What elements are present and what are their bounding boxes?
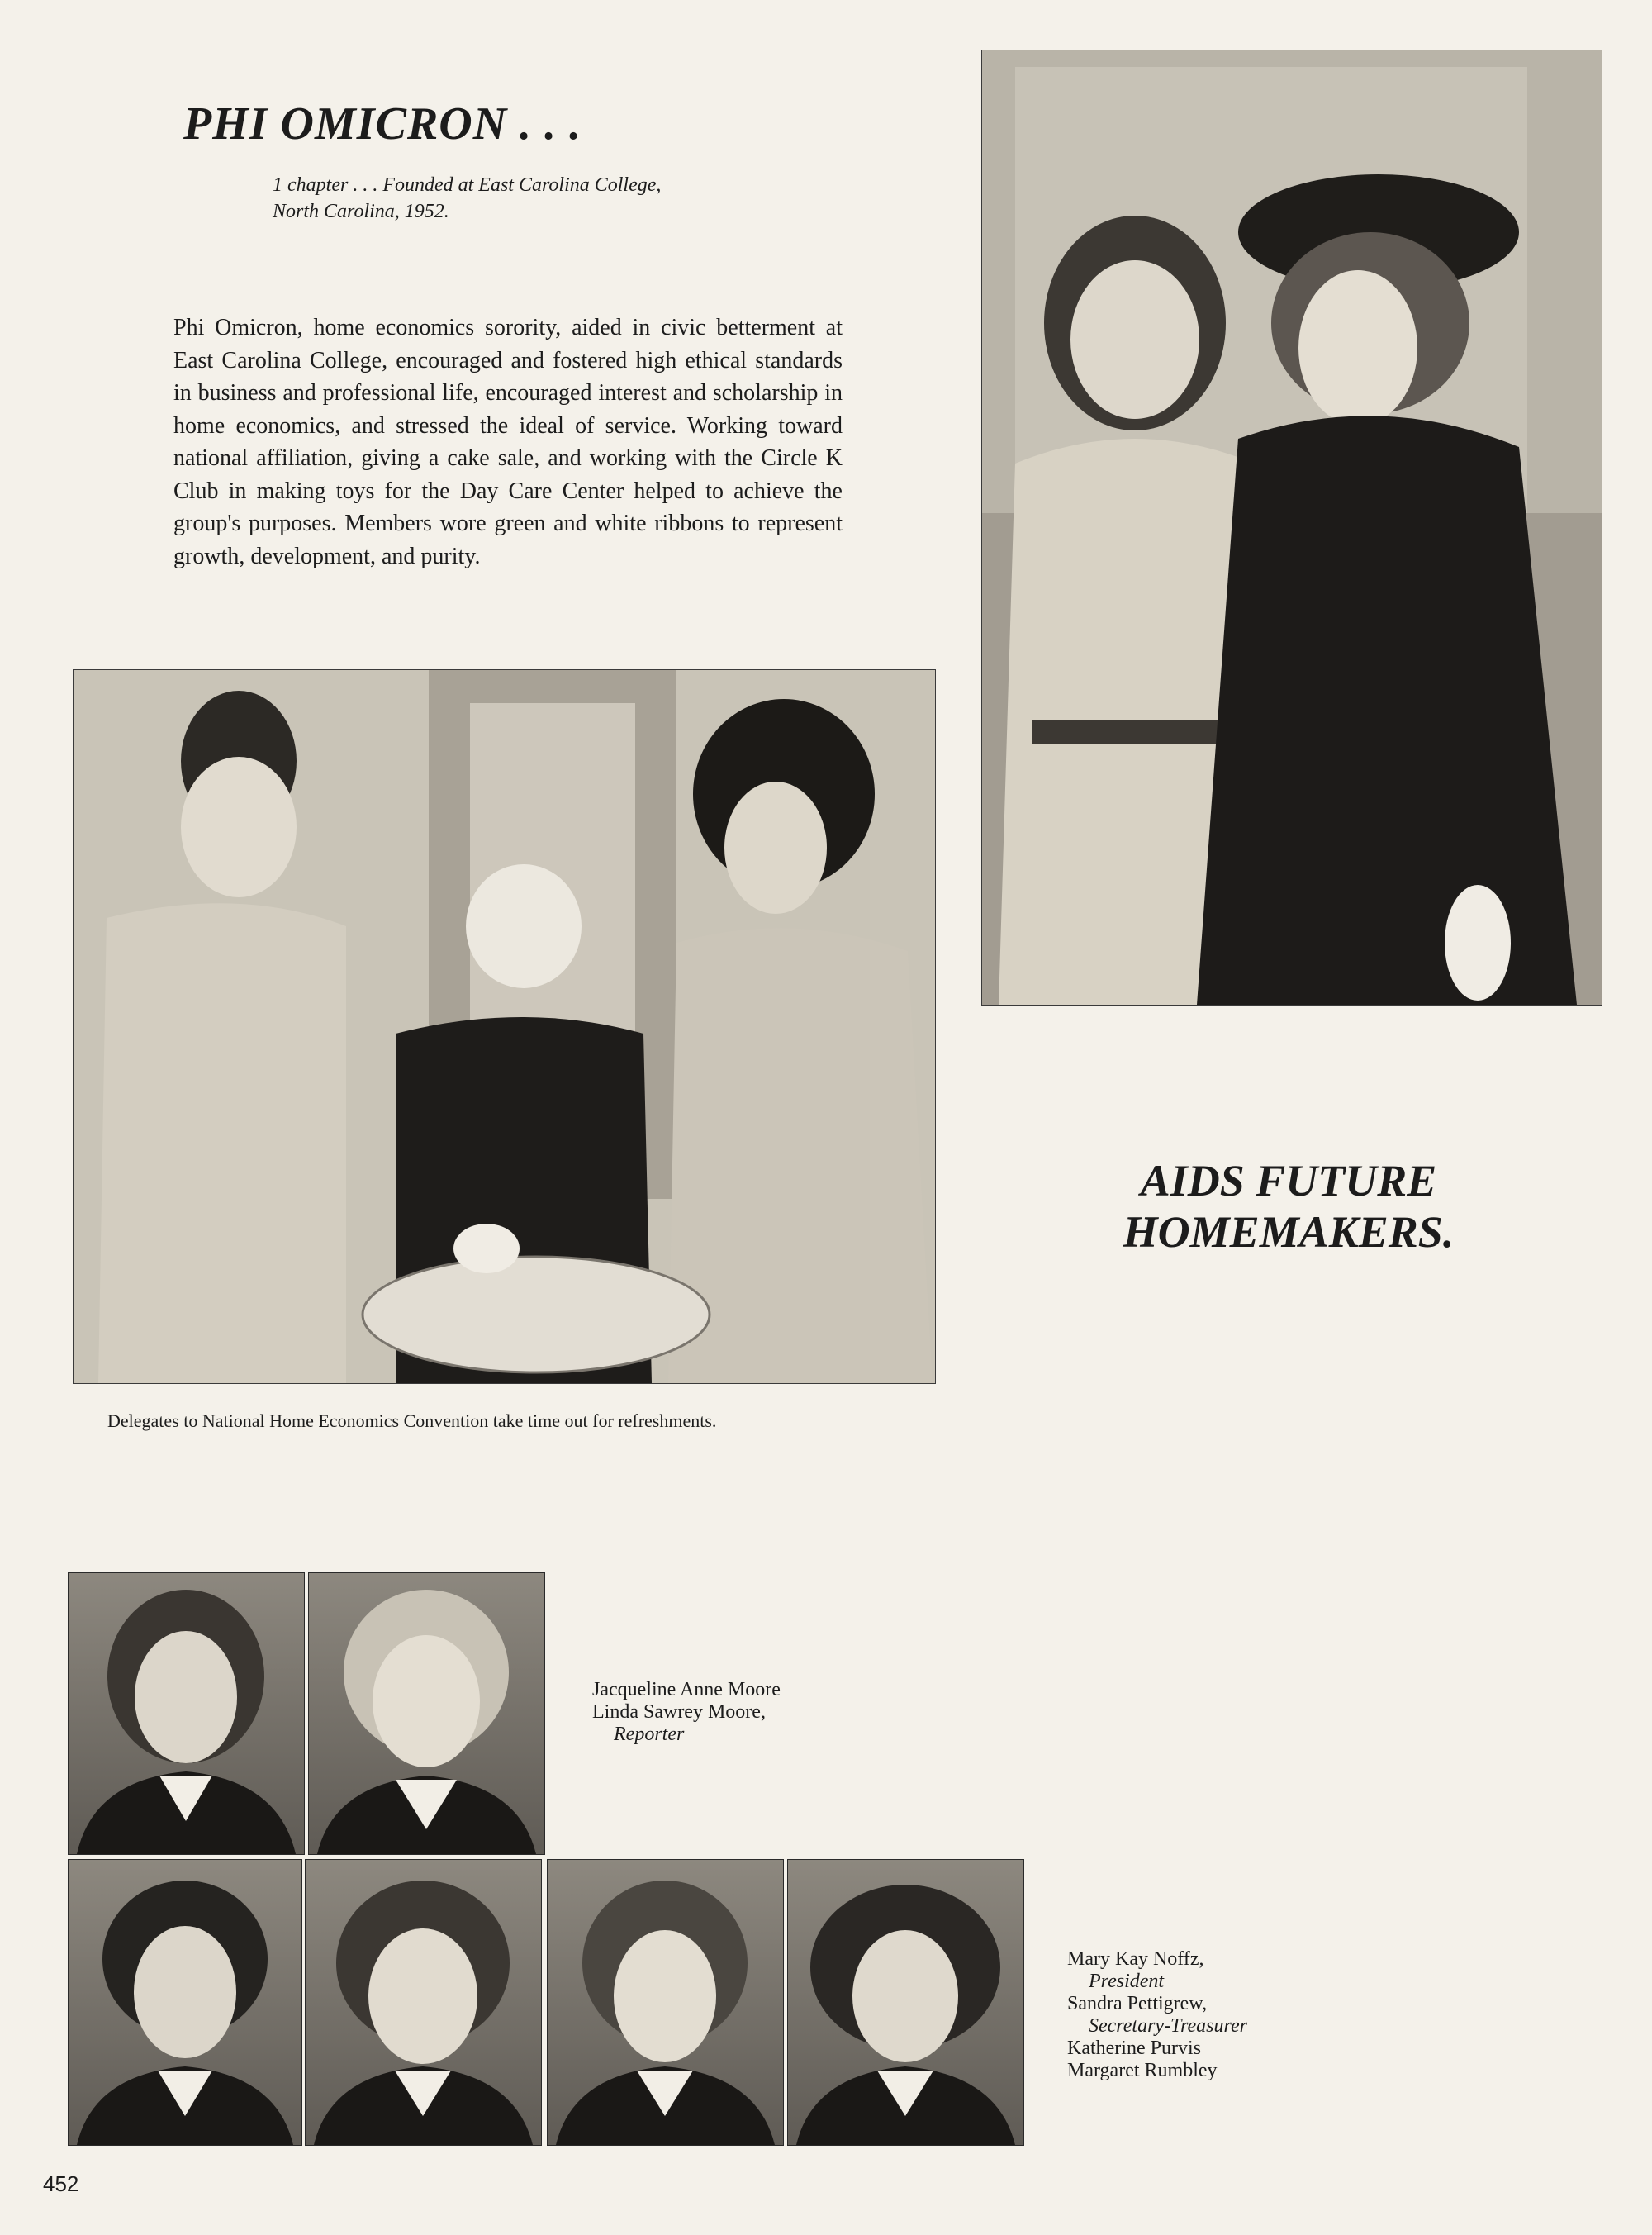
tagline-line-1: AIDS FUTURE bbox=[1140, 1156, 1437, 1205]
member-name: Jacqueline Anne Moore bbox=[592, 1679, 781, 1700]
portrait-sandra-pettigrew bbox=[305, 1859, 542, 2146]
names-row-2 bbox=[1067, 1948, 1247, 2082]
portrait-mary-kay-noffz bbox=[68, 1859, 302, 2146]
description-paragraph: Phi Omicron, home economics sorority, aided in civic betterment at East Carolina College, encouraged and fostered high ethical standards in business and professional life, encouraged interest and scholarship in home economics, and stressed the ideal of service. Working toward national affiliation, giving a cake sale, and working with the Circle K Club in making toys for the Day Care Center helped to achieve the group's purposes. Members wore green and white ribbons to represent growth, development, and purity. bbox=[173, 315, 843, 569]
page-number: 452 bbox=[43, 2171, 79, 2196]
chapter-info: 1 chapter . . . Founded at East Carolina College, North Carolina, 1952. bbox=[273, 174, 662, 222]
member-name: Margaret Rumbley bbox=[1067, 2060, 1218, 2081]
names-row-1 bbox=[592, 1679, 781, 1746]
member-name: Sandra Pettigrew, bbox=[1067, 1993, 1208, 2014]
tagline-line-2: HOMEMAKERS. bbox=[1123, 1207, 1455, 1257]
photo-delegates-refreshments bbox=[73, 669, 936, 1384]
page-title: PHI OMICRON . . . bbox=[183, 98, 582, 150]
member-role: Reporter bbox=[614, 1724, 685, 1745]
photo-two-women bbox=[981, 50, 1602, 1006]
member-role: President bbox=[1089, 1971, 1165, 1992]
member-name: Linda Sawrey Moore, bbox=[592, 1701, 766, 1723]
portrait-katherine-purvis bbox=[547, 1859, 784, 2146]
portrait-linda-moore bbox=[308, 1572, 545, 1855]
member-role: Secretary-Treasurer bbox=[1089, 2015, 1247, 2037]
member-name: Katherine Purvis bbox=[1067, 2038, 1201, 2059]
photo-caption: Delegates to National Home Economics Convention take time out for refreshments. bbox=[107, 1410, 717, 1431]
member-name: Mary Kay Noffz, bbox=[1067, 1948, 1204, 1970]
portrait-margaret-rumbley bbox=[787, 1859, 1024, 2146]
tagline bbox=[1107, 1155, 1470, 1258]
portrait-jacqueline-moore bbox=[68, 1572, 305, 1855]
